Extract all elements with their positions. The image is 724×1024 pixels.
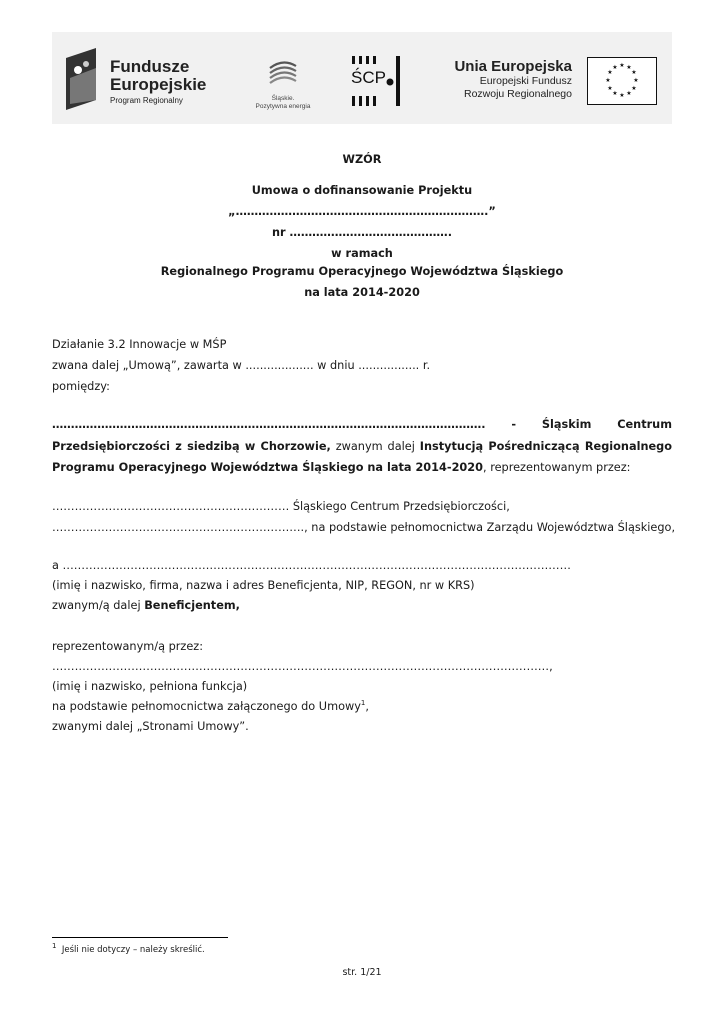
party1-repr: , reprezentowanym przez: (483, 461, 631, 474)
svg-text:★: ★ (626, 90, 632, 97)
party1-line2 (52, 436, 672, 458)
fe-line1: Fundusze (110, 57, 190, 76)
svg-text:★: ★ (605, 77, 611, 84)
page-number: str. 1/21 (342, 967, 382, 978)
ue-line2: Europejski Fundusz (479, 75, 572, 87)
svg-text:★: ★ (619, 92, 625, 99)
svg-text:★: ★ (633, 77, 639, 84)
ue-line1: Unia Europejska (454, 58, 572, 75)
scp-name-part2: Przedsiębiorczości z siedzibą w Chorzowie, (52, 440, 331, 453)
pelnomocnictwo-end: , (365, 700, 369, 713)
project-name-placeholder: „………………………………………………………….” (228, 205, 496, 218)
party1-rep2: …………………………………………………………., na podstawie pełnomocnictwa Zarządu Województwa Śląskiego, (52, 521, 676, 534)
contract-number: nr ……………………………………. (272, 226, 452, 239)
w-ramach: w ramach (331, 247, 393, 260)
beneficiary-repr: reprezentowanym/ą przez: (52, 640, 204, 653)
beneficiary-line: a ……………………………………………………………………………………………………………………… (52, 559, 571, 572)
party1-line1 (52, 414, 672, 436)
pelnomocnictwo-text: na podstawie pełnomocnictwa załączonego do Umowy (52, 700, 361, 713)
svg-text:★: ★ (607, 69, 613, 76)
fe-line3: Program Regionalny (110, 96, 183, 105)
svg-text:★: ★ (631, 69, 637, 76)
svg-text:★: ★ (612, 90, 618, 97)
footnote-divider (52, 937, 228, 938)
footnote-text: Jeśli nie dotyczy – należy skreślić. (61, 945, 205, 955)
beneficiary-repr-dots: ……………………………………………………………………………………………………………………, (52, 660, 553, 673)
pelnomocnictwo-line (52, 700, 369, 713)
svg-text:★: ★ (619, 62, 625, 69)
svg-text:★: ★ (631, 85, 637, 92)
party1-dots: ……………………………………………………………………………………………………. (52, 418, 486, 431)
strony-line: zwanymi dalej „Stronami Umowy”. (52, 720, 249, 733)
unia-europejska-logo (442, 58, 572, 101)
fundusze-europejskie-logo (110, 58, 206, 105)
fe-line2: Europejskie (110, 75, 207, 94)
slaskie-line1: Śląskie. (271, 95, 295, 102)
zwana-line: zwana dalej „Umową”, zawarta w ................... w dniu ................. r. (52, 359, 431, 372)
program-name: Regionalnego Programu Operacyjnego Województwa Śląskiego (160, 265, 564, 278)
scp-name-part1: Śląskim Centrum (541, 418, 672, 431)
slaskie-wave-icon (266, 58, 300, 92)
party1-line3 (52, 457, 672, 479)
wzor-heading: WZÓR (342, 153, 382, 166)
ue-line3: Rozwoju Regionalnego (464, 88, 572, 100)
footnote-number: 1 (52, 942, 57, 951)
party1-dash: - (485, 418, 542, 431)
dzialanie-line: Działanie 3.2 Innowacje w MŚP (52, 338, 227, 351)
svg-text:★: ★ (612, 64, 618, 71)
document-title: Umowa o dofinansowanie Projektu (251, 184, 473, 197)
beneficiary-desc: (imię i nazwisko, firma, nazwa i adres Beneficjenta, NIP, REGON, nr w KRS) (52, 579, 475, 592)
zwanym-prefix: zwanym/ą dalej (52, 599, 145, 612)
footnote-ref: 1 (360, 699, 366, 708)
pomiedzy-line: pomiędzy: (52, 380, 110, 393)
beneficjent-label: Beneficjentem, (144, 599, 240, 612)
slaskie-logo (248, 95, 318, 111)
program-years: na lata 2014-2020 (304, 286, 420, 299)
fundusze-europejskie-emblem (66, 48, 102, 110)
institution-part1: Instytucją Pośredniczącą Regionalnego (419, 440, 672, 453)
scp-logo: ŚCP (351, 68, 386, 87)
eu-flag-icon (587, 57, 657, 105)
footnote (52, 942, 205, 955)
party1-rep1: ……………………………………………………… Śląskiego Centrum Przedsiębiorczości, (52, 500, 510, 513)
beneficiary-func: (imię i nazwisko, pełniona funkcja) (52, 680, 248, 693)
svg-text:★: ★ (626, 64, 632, 71)
svg-text:★: ★ (607, 85, 613, 92)
zwanym-dalej: zwanym dalej (330, 440, 420, 453)
institution-part2: Programu Operacyjnego Województwa Śląskiego na lata 2014-2020 (52, 461, 484, 474)
beneficiary-zwanym (52, 599, 240, 612)
slaskie-line2: Pozytywna energia (255, 103, 311, 110)
logo-bar (52, 32, 672, 124)
